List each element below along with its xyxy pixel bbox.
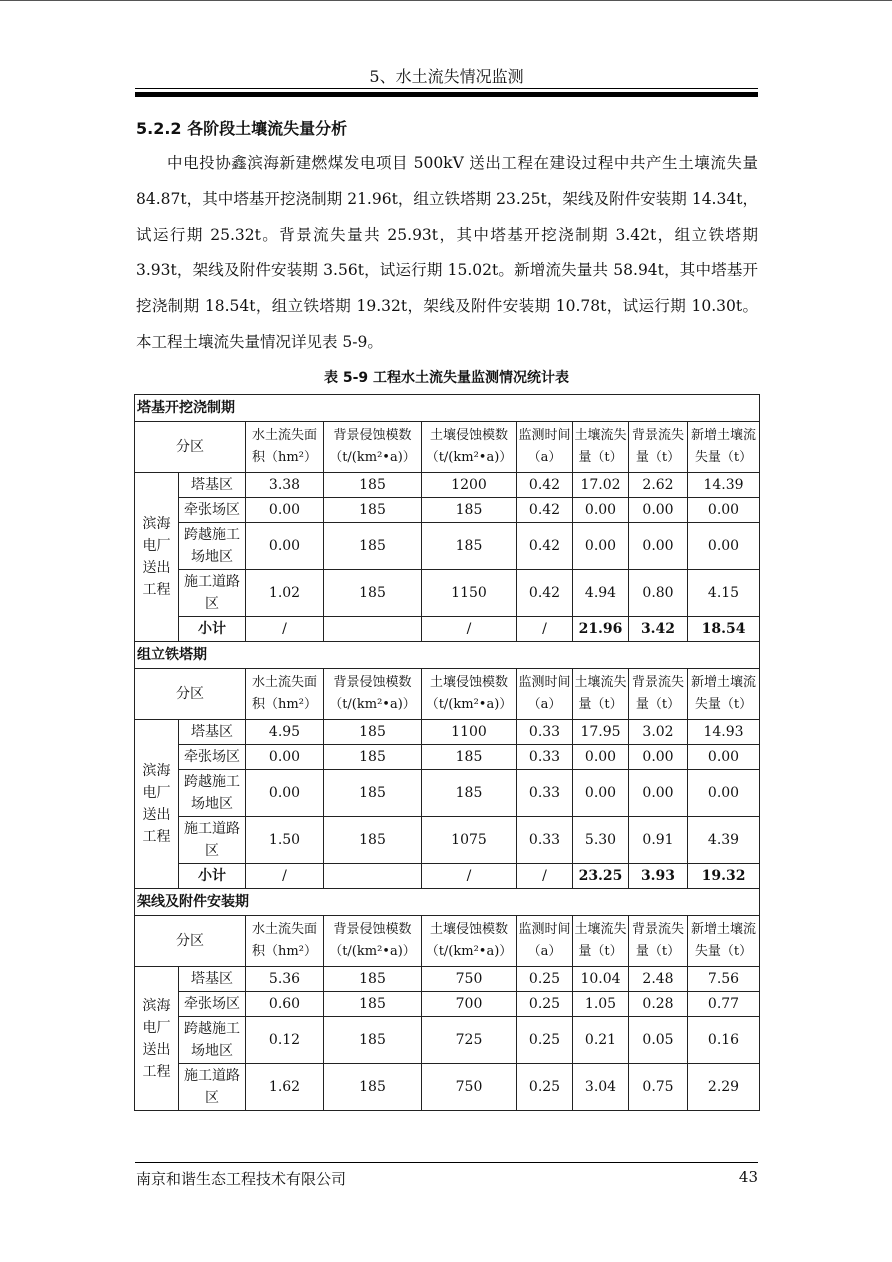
subtotal-cell: 18.54 xyxy=(688,617,760,642)
value-cell: 0.00 xyxy=(573,498,629,523)
zone-name: 施工道路区 xyxy=(179,1064,246,1111)
header-area: 水土流失面积（hm²） xyxy=(246,669,324,720)
value-cell: 0.00 xyxy=(246,770,324,817)
header-zone: 分区 xyxy=(135,669,246,720)
value-cell: 0.25 xyxy=(517,992,573,1017)
zone-name: 跨越施工场地区 xyxy=(179,770,246,817)
value-cell: 750 xyxy=(422,967,517,992)
value-cell: 0.12 xyxy=(246,1017,324,1064)
value-cell: 0.25 xyxy=(517,1017,573,1064)
value-cell: 0.00 xyxy=(246,523,324,570)
subtotal-cell: 3.42 xyxy=(629,617,688,642)
value-cell: 0.80 xyxy=(629,570,688,617)
zone-name: 牵张场区 xyxy=(179,992,246,1017)
body-paragraph: 中电投协鑫滨海新建燃煤发电项目 500kV 送出工程在建设过程中共产生土壤流失量 84.87t，其中塔基开挖浇制期 21.96t，组立铁塔期 23.25t，架线及附件安装期 14.34t，试运行期 25.32t。背景流失量共 25.93t，其中塔基开挖浇制期 3.42t，组立铁塔期 3.93t，架线及附件安装期 3.56t，试运行期 15.02t。新增流失量共 58.94t，其中塔基开挖浇制期 18.54t，组立铁塔期 19.32t，架线及附件安装期 10.78t，试运行期 10.30t。本工程土壤流失量情况详见表 5-9。 xyxy=(136,154,758,351)
value-cell: 0.16 xyxy=(688,1017,760,1064)
page-number: 43 xyxy=(738,1168,758,1186)
value-cell: 1.50 xyxy=(246,817,324,864)
header-bg-loss: 背景流失量（t） xyxy=(629,916,688,967)
value-cell: 0.21 xyxy=(573,1017,629,1064)
header-new-loss: 新增土壤流失量（t） xyxy=(688,422,760,473)
zone-name: 牵张场区 xyxy=(179,498,246,523)
header-duration: 监测时间（a） xyxy=(517,669,573,720)
value-cell: 185 xyxy=(324,770,422,817)
value-cell: 0.28 xyxy=(629,992,688,1017)
value-cell: 0.00 xyxy=(573,745,629,770)
value-cell: 14.93 xyxy=(688,720,760,745)
header-duration: 监测时间（a） xyxy=(517,916,573,967)
period-row xyxy=(135,395,760,422)
table-row xyxy=(135,570,760,617)
header-soil-modulus: 土壤侵蚀模数（t/(km²•a)） xyxy=(422,669,517,720)
footer-rule xyxy=(135,1162,758,1163)
value-cell: 185 xyxy=(324,473,422,498)
header-area: 水土流失面积（hm²） xyxy=(246,916,324,967)
header-bg-loss: 背景流失量（t） xyxy=(629,422,688,473)
value-cell: 1075 xyxy=(422,817,517,864)
value-cell: 185 xyxy=(324,817,422,864)
value-cell: 1200 xyxy=(422,473,517,498)
header-bg-modulus: 背景侵蚀模数（t/(km²•a)） xyxy=(324,422,422,473)
table-header-row xyxy=(135,916,760,967)
value-cell: 0.33 xyxy=(517,817,573,864)
value-cell: 185 xyxy=(422,523,517,570)
value-cell: 1.62 xyxy=(246,1064,324,1111)
header-area: 水土流失面积（hm²） xyxy=(246,422,324,473)
value-cell: 700 xyxy=(422,992,517,1017)
subtotal-cell: / xyxy=(246,864,324,889)
period-title: 组立铁塔期 xyxy=(135,642,760,669)
value-cell: 0.33 xyxy=(517,770,573,817)
group-label: 滨海电厂送出工程 xyxy=(135,967,179,1111)
zone-name: 跨越施工场地区 xyxy=(179,523,246,570)
value-cell: 185 xyxy=(324,1017,422,1064)
value-cell: 0.25 xyxy=(517,1064,573,1111)
header-zone: 分区 xyxy=(135,916,246,967)
group-label: 滨海电厂送出工程 xyxy=(135,473,179,642)
subtotal-cell xyxy=(324,864,422,889)
value-cell: 0.05 xyxy=(629,1017,688,1064)
header-rule-thin xyxy=(135,88,758,89)
zone-name: 塔基区 xyxy=(179,967,246,992)
value-cell: 0.00 xyxy=(688,770,760,817)
subtotal-cell: 21.96 xyxy=(573,617,629,642)
value-cell: 0.60 xyxy=(246,992,324,1017)
value-cell: 1.02 xyxy=(246,570,324,617)
subtotal-cell: / xyxy=(422,864,517,889)
subtotal-label: 小计 xyxy=(179,617,246,642)
group-label: 滨海电厂送出工程 xyxy=(135,720,179,889)
value-cell: 185 xyxy=(324,523,422,570)
value-cell: 0.91 xyxy=(629,817,688,864)
value-cell: 0.00 xyxy=(629,498,688,523)
table-row xyxy=(135,992,760,1017)
value-cell: 1.05 xyxy=(573,992,629,1017)
value-cell: 7.56 xyxy=(688,967,760,992)
value-cell: 0.00 xyxy=(629,523,688,570)
value-cell: 10.04 xyxy=(573,967,629,992)
value-cell: 0.00 xyxy=(629,770,688,817)
subtotal-cell: / xyxy=(422,617,517,642)
value-cell: 0.00 xyxy=(688,523,760,570)
header-bg-modulus: 背景侵蚀模数（t/(km²•a)） xyxy=(324,669,422,720)
value-cell: 5.36 xyxy=(246,967,324,992)
value-cell: 185 xyxy=(422,498,517,523)
period-row xyxy=(135,889,760,916)
subtotal-cell xyxy=(324,617,422,642)
value-cell: 185 xyxy=(324,1064,422,1111)
value-cell: 4.95 xyxy=(246,720,324,745)
header-soil-loss: 土壤流失量（t） xyxy=(573,916,629,967)
period-title: 架线及附件安装期 xyxy=(135,889,760,916)
value-cell: 0.25 xyxy=(517,967,573,992)
section-heading: 5.2.2 各阶段土壤流失量分析 xyxy=(136,119,348,138)
table-row xyxy=(135,1064,760,1111)
zone-name: 牵张场区 xyxy=(179,745,246,770)
value-cell: 185 xyxy=(324,745,422,770)
running-header: 5、水土流失情况监测 xyxy=(369,67,524,86)
value-cell: 4.94 xyxy=(573,570,629,617)
header-soil-modulus: 土壤侵蚀模数（t/(km²•a)） xyxy=(422,422,517,473)
value-cell: 0.00 xyxy=(573,523,629,570)
value-cell: 185 xyxy=(324,967,422,992)
subtotal-cell: 23.25 xyxy=(573,864,629,889)
value-cell: 0.00 xyxy=(688,498,760,523)
subtotal-row xyxy=(135,864,760,889)
zone-name: 跨越施工场地区 xyxy=(179,1017,246,1064)
table-row xyxy=(135,473,760,498)
value-cell: 3.02 xyxy=(629,720,688,745)
value-cell: 0.33 xyxy=(517,745,573,770)
value-cell: 0.00 xyxy=(573,770,629,817)
table-header-row xyxy=(135,669,760,720)
subtotal-cell: / xyxy=(517,864,573,889)
value-cell: 0.00 xyxy=(688,745,760,770)
value-cell: 5.30 xyxy=(573,817,629,864)
table-row xyxy=(135,498,760,523)
period-row xyxy=(135,642,760,669)
value-cell: 0.33 xyxy=(517,720,573,745)
header-new-loss: 新增土壤流失量（t） xyxy=(688,916,760,967)
subtotal-cell: 19.32 xyxy=(688,864,760,889)
value-cell: 0.42 xyxy=(517,473,573,498)
value-cell: 17.02 xyxy=(573,473,629,498)
header-soil-loss: 土壤流失量（t） xyxy=(573,422,629,473)
value-cell: 4.39 xyxy=(688,817,760,864)
table-row xyxy=(135,967,760,992)
value-cell: 1150 xyxy=(422,570,517,617)
header-zone: 分区 xyxy=(135,422,246,473)
value-cell: 1100 xyxy=(422,720,517,745)
value-cell: 0.77 xyxy=(688,992,760,1017)
top-border xyxy=(0,0,892,1)
value-cell: 2.29 xyxy=(688,1064,760,1111)
header-bg-loss: 背景流失量（t） xyxy=(629,669,688,720)
header-rule-thick xyxy=(135,92,758,97)
value-cell: 4.15 xyxy=(688,570,760,617)
period-title: 塔基开挖浇制期 xyxy=(135,395,760,422)
subtotal-row xyxy=(135,617,760,642)
header-new-loss: 新增土壤流失量（t） xyxy=(688,669,760,720)
zone-name: 施工道路区 xyxy=(179,570,246,617)
subtotal-cell: / xyxy=(246,617,324,642)
table-caption: 表 5-9 工程水土流失量监测情况统计表 xyxy=(323,370,570,386)
subtotal-cell: / xyxy=(517,617,573,642)
table-row xyxy=(135,523,760,570)
table-row xyxy=(135,817,760,864)
table-row xyxy=(135,745,760,770)
value-cell: 750 xyxy=(422,1064,517,1111)
table-row xyxy=(135,1017,760,1064)
value-cell: 185 xyxy=(422,770,517,817)
value-cell: 0.00 xyxy=(629,745,688,770)
value-cell: 0.75 xyxy=(629,1064,688,1111)
zone-name: 塔基区 xyxy=(179,473,246,498)
value-cell: 185 xyxy=(324,992,422,1017)
value-cell: 0.00 xyxy=(246,745,324,770)
value-cell: 2.48 xyxy=(629,967,688,992)
soil-loss-table xyxy=(134,394,760,1111)
header-soil-modulus: 土壤侵蚀模数（t/(km²•a)） xyxy=(422,916,517,967)
value-cell: 3.38 xyxy=(246,473,324,498)
table-row xyxy=(135,770,760,817)
value-cell: 0.00 xyxy=(246,498,324,523)
header-duration: 监测时间（a） xyxy=(517,422,573,473)
subtotal-label: 小计 xyxy=(179,864,246,889)
value-cell: 2.62 xyxy=(629,473,688,498)
value-cell: 0.42 xyxy=(517,523,573,570)
zone-name: 施工道路区 xyxy=(179,817,246,864)
value-cell: 0.42 xyxy=(517,498,573,523)
value-cell: 17.95 xyxy=(573,720,629,745)
table-header-row xyxy=(135,422,760,473)
value-cell: 725 xyxy=(422,1017,517,1064)
header-bg-modulus: 背景侵蚀模数（t/(km²•a)） xyxy=(324,916,422,967)
value-cell: 185 xyxy=(324,720,422,745)
zone-name: 塔基区 xyxy=(179,720,246,745)
value-cell: 185 xyxy=(324,570,422,617)
footer-company: 南京和谐生态工程技术有限公司 xyxy=(136,1170,347,1188)
table-row xyxy=(135,720,760,745)
value-cell: 0.42 xyxy=(517,570,573,617)
value-cell: 3.04 xyxy=(573,1064,629,1111)
header-soil-loss: 土壤流失量（t） xyxy=(573,669,629,720)
value-cell: 185 xyxy=(324,498,422,523)
value-cell: 185 xyxy=(422,745,517,770)
subtotal-cell: 3.93 xyxy=(629,864,688,889)
value-cell: 14.39 xyxy=(688,473,760,498)
